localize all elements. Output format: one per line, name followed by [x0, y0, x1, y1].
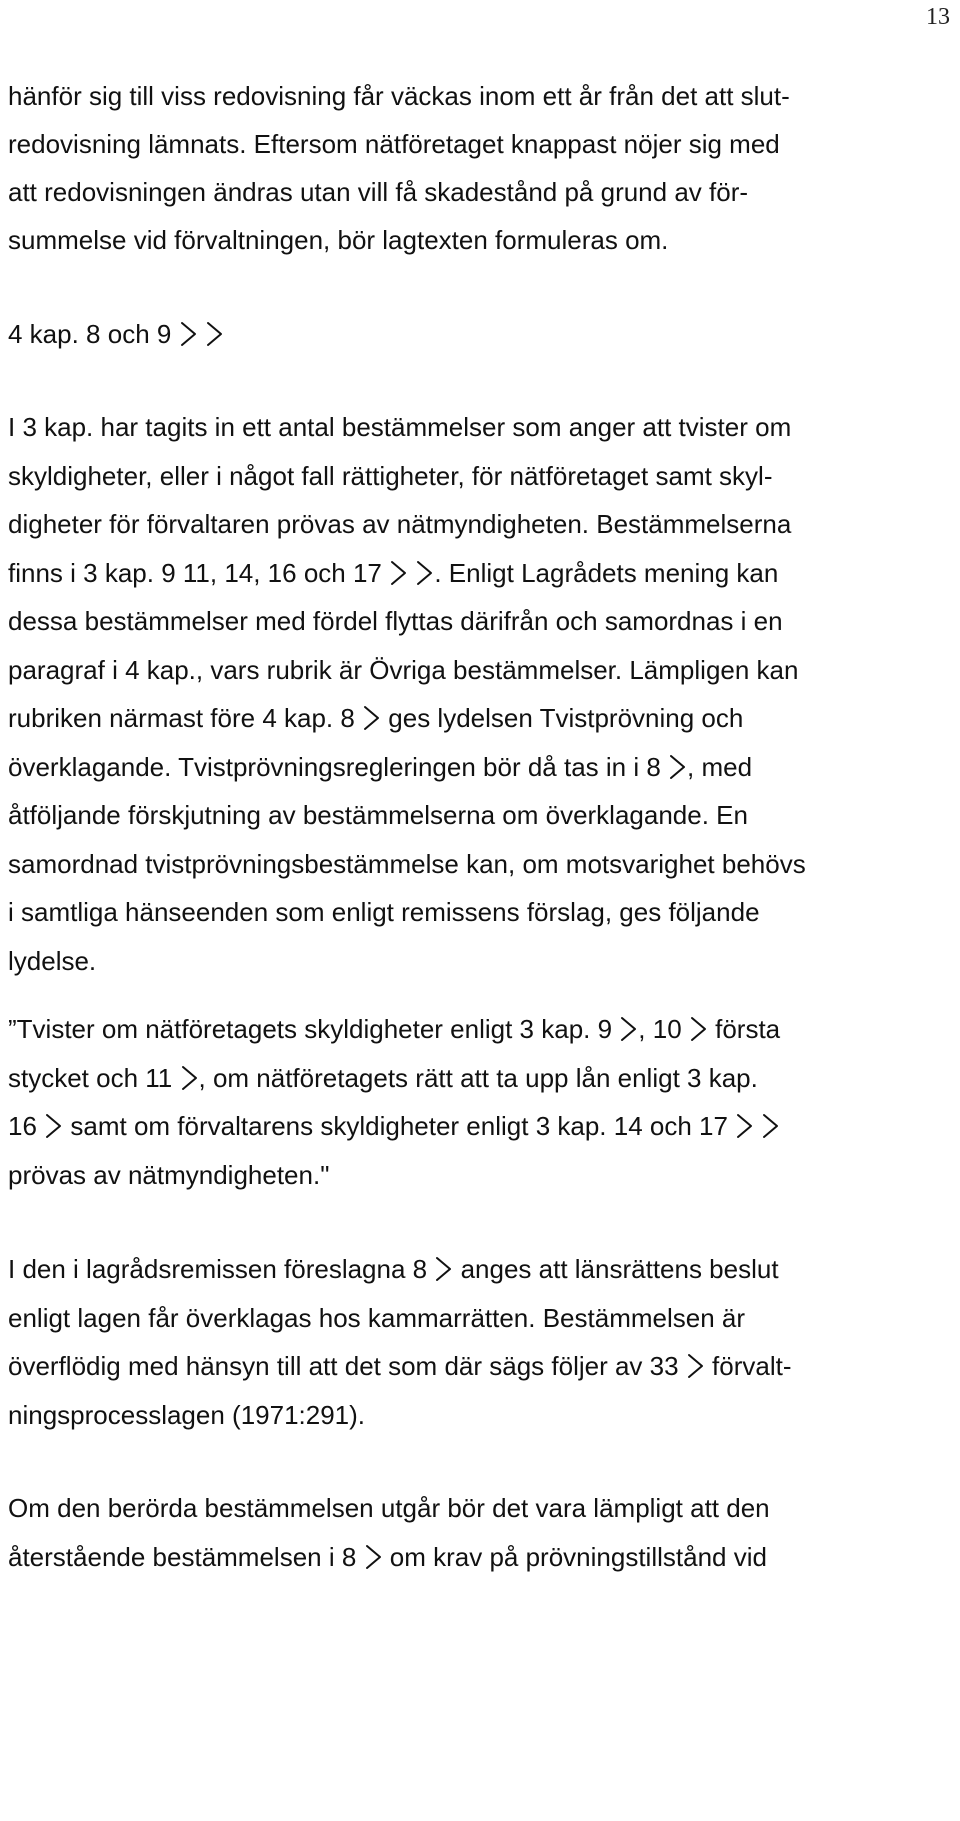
- p4-line: Om den berörda bestämmelsen utgår bör det vara lämpligt att den: [8, 1493, 770, 1523]
- section-sign-icon: [434, 1256, 453, 1282]
- section-sign-icon: [689, 1016, 708, 1042]
- p2-line: dessa bestämmelser med fördel flyttas därifrån och samordnas i en: [8, 606, 783, 636]
- section-sign-icon: [362, 705, 381, 731]
- quote-line: 16 samt om förvaltarens skyldigheter enligt 3 kap. 14 och 17: [8, 1111, 780, 1141]
- quote-line: stycket och 11 , om nätföretagets rätt att ta upp lån enligt 3 kap.: [8, 1062, 758, 1093]
- section-sign-icon: [735, 1113, 754, 1139]
- p4-line: återstående bestämmelsen i 8 om krav på prövningstillstånd vid: [8, 1541, 767, 1572]
- p2-line: digheter för förvaltaren prövas av nätmyndigheten. Bestämmelserna: [8, 509, 792, 539]
- p2-line: paragraf i 4 kap., vars rubrik är Övriga bestämmelser. Lämpligen kan: [8, 654, 799, 685]
- heading-line: 4 kap. 8 och 9: [8, 319, 224, 349]
- p2-line: finns i 3 kap. 9 11, 14, 16 och 17 . Enligt Lagrådets mening kan: [8, 557, 779, 588]
- p3-line: ningsprocesslagen (1971:291).: [8, 1399, 366, 1430]
- section-sign-icon: [179, 321, 198, 347]
- p2-line: I 3 kap. har tagits in ett antal bestämmelser som anger att tvister om: [8, 412, 792, 442]
- quote-line: ”Tvister om nätföretagets skyldigheter enligt 3 kap. 9 , 10 första: [8, 1014, 781, 1044]
- section-sign-icon: [180, 1065, 199, 1091]
- section-sign-icon: [668, 754, 687, 780]
- p1-line: summelse vid förvaltningen, bör lagtexten formuleras om.: [8, 225, 669, 255]
- p2-line: åtföljande förskjutning av bestämmelserna om överklagande. En: [8, 800, 748, 830]
- p2-line: rubriken närmast före 4 kap. 8 ges lydelsen Tvistprövning och: [8, 703, 744, 733]
- section-sign-icon: [761, 1113, 780, 1139]
- p2-line: skyldigheter, eller i något fall rättigheter, för nätföretaget samt skyl-: [8, 460, 773, 491]
- p2-line: i samtliga hänseenden som enligt remissens förslag, ges följande: [8, 897, 760, 927]
- section-sign-icon: [389, 560, 408, 586]
- p1-line: redovisning lämnats. Eftersom nätföretaget knappast nöjer sig med: [8, 129, 780, 159]
- p2-line: lydelse.: [8, 945, 97, 976]
- section-sign-icon: [415, 560, 434, 586]
- p1-line: att redovisningen ändras utan vill få skadestånd på grund av för-: [8, 177, 749, 207]
- p3-line: enligt lagen får överklagas hos kammarrätten. Bestämmelsen är: [8, 1302, 746, 1333]
- p3-line: I den i lagrådsremissen föreslagna 8 anges att länsrättens beslut: [8, 1254, 779, 1284]
- p1-line: hänför sig till viss redovisning får väckas inom ett år från det att slut-: [8, 81, 790, 111]
- section-sign-icon: [205, 321, 224, 347]
- p2-line: samordnad tvistprövningsbestämmelse kan, om motsvarighet behövs: [8, 848, 806, 879]
- section-sign-icon: [44, 1113, 63, 1139]
- section-sign-icon: [686, 1353, 705, 1379]
- section-sign-icon: [364, 1544, 383, 1570]
- page-number: 13: [926, 4, 950, 30]
- p3-line: överflödig med hänsyn till att det som där sägs följer av 33 förvalt-: [8, 1351, 792, 1381]
- quote-line: prövas av nätmyndigheten.": [8, 1159, 330, 1190]
- section-sign-icon: [619, 1016, 638, 1042]
- p2-line: överklagande. Tvistprövningsregleringen bör då tas in i 8 , med: [8, 751, 753, 782]
